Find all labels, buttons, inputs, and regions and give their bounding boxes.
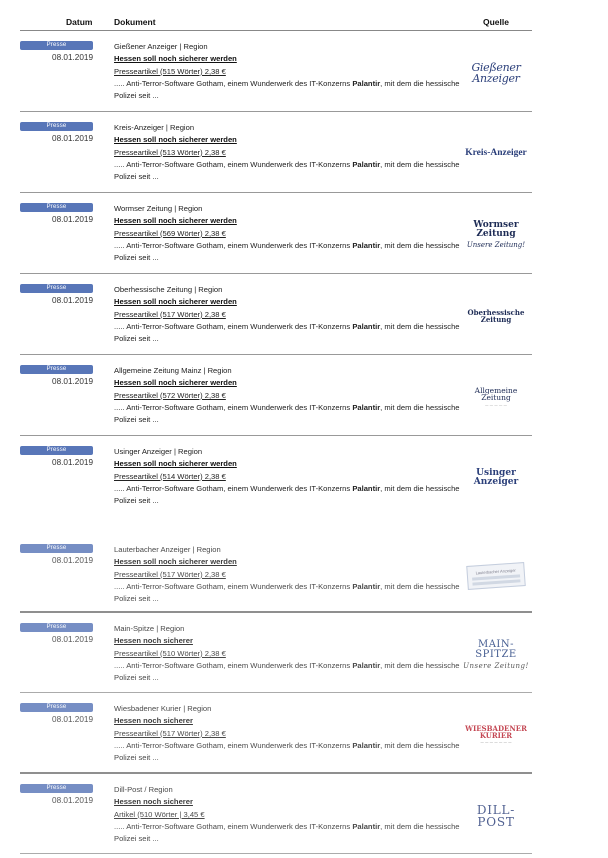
column-header-quelle: Quelle [483,17,509,27]
article-title-link[interactable]: Hessen noch sicherer [114,797,193,807]
source-label: Allgemeine Zeitung Mainz | Region [114,366,232,375]
article-snippet: ..... Anti-Terror-Software Gotham, einem Wunderwerk des IT-Konzerns Palantir, mit dem die hessische Polizei seit ... [114,581,460,604]
article-snippet: ..... Anti-Terror-Software Gotham, einem Wunderwerk des IT-Konzerns Palantir, mit dem die hessische Polizei seit ... [114,660,460,683]
row-date: 08.01.2019 [52,53,93,62]
article-title-link[interactable]: Hessen soll noch sicherer werden [114,54,237,64]
article-title-link[interactable]: Hessen soll noch sicherer werden [114,297,237,307]
document-cell [114,446,474,507]
article-title-link[interactable]: Hessen noch sicherer [114,716,193,726]
document-cell [114,623,474,684]
table-row [20,613,532,693]
presse-badge: Presse [20,203,93,212]
article-meta-link[interactable]: Artikel (510 Wörter | 3,45 € [114,809,205,819]
row-date: 08.01.2019 [52,377,93,386]
article-title-link[interactable]: Hessen soll noch sicherer werden [114,378,237,388]
article-meta-link[interactable]: Presseartikel (569 Wörter) 2,38 € [114,228,226,238]
article-title-link[interactable]: Hessen noch sicherer [114,636,193,646]
table-row [20,774,532,854]
row-date: 08.01.2019 [52,296,93,305]
row-date: 08.01.2019 [52,715,93,724]
presse-badge: Presse [20,703,93,712]
presse-badge: Presse [20,544,93,553]
source-label: Kreis-Anzeiger | Region [114,123,195,132]
source-logo: Wormser Zeitung Unsere Zeitung! [466,220,526,249]
document-cell [114,122,474,183]
source-logo: Lauterbacher Anzeiger [460,554,532,598]
article-snippet: ..... Anti-Terror-Software Gotham, einem Wunderwerk des IT-Konzerns Palantir, mit dem die hessische Polizei seit ... [114,321,460,344]
article-title-link[interactable]: Hessen soll noch sicherer werden [114,557,237,567]
source-logo: Usinger Anzeiger [473,468,519,487]
table-row [20,274,532,355]
article-meta-link[interactable]: Presseartikel (517 Wörter) 2,38 € [114,569,226,579]
article-snippet: ..... Anti-Terror-Software Gotham, einem Wunderwerk des IT-Konzerns Palantir, mit dem die hessische Polizei seit ... [114,483,460,506]
source-logo: Allgemeine Zeitung — — — — — [474,385,518,407]
presse-badge: Presse [20,365,93,374]
article-meta-link[interactable]: Presseartikel (572 Wörter) 2,38 € [114,390,226,400]
table-row [20,112,532,193]
row-date: 08.01.2019 [52,796,93,805]
article-title-link[interactable]: Hessen soll noch sicherer werden [114,459,237,469]
document-cell [114,784,474,845]
presse-badge: Presse [20,784,93,793]
row-date: 08.01.2019 [52,215,93,224]
article-meta-link[interactable]: Presseartikel (515 Wörter) 2,38 € [114,66,226,76]
presse-badge: Presse [20,122,93,131]
source-label: Wormser Zeitung | Region [114,204,203,213]
source-label: Usinger Anzeiger | Region [114,447,203,456]
source-label: Gießener Anzeiger | Region [114,42,208,51]
article-meta-link[interactable]: Presseartikel (514 Wörter) 2,38 € [114,471,226,481]
article-snippet: ..... Anti-Terror-Software Gotham, einem Wunderwerk des IT-Konzerns Palantir, mit dem die hessische Polizei seit ... [114,402,460,425]
presse-badge: Presse [20,284,93,293]
table-row [20,693,532,774]
presse-badge: Presse [20,446,93,455]
row-date: 08.01.2019 [52,635,93,644]
table-header [0,17,608,31]
article-snippet: ..... Anti-Terror-Software Gotham, einem Wunderwerk des IT-Konzerns Palantir, mit dem die hessische Polizei seit ... [114,159,460,182]
article-meta-link[interactable]: Presseartikel (517 Wörter) 2,38 € [114,309,226,319]
presse-badge: Presse [20,623,93,632]
article-meta-link[interactable]: Presseartikel (510 Wörter) 2,38 € [114,648,226,658]
document-cell [114,284,474,345]
row-date: 08.01.2019 [52,134,93,143]
article-meta-link[interactable]: Presseartikel (517 Wörter) 2,38 € [114,728,226,738]
document-cell [114,544,474,605]
source-label: Main-Spitze | Region [114,624,185,633]
article-meta-link[interactable]: Presseartikel (513 Wörter) 2,38 € [114,147,226,157]
table-row [20,534,532,613]
source-logo: Oberhessische Zeitung [467,308,525,324]
source-logo: DILL-POST [476,803,516,829]
article-title-link[interactable]: Hessen soll noch sicherer werden [114,216,237,226]
column-header-datum: Datum [66,17,93,27]
document-cell [114,41,474,102]
article-snippet: ..... Anti-Terror-Software Gotham, einem Wunderwerk des IT-Konzerns Palantir, mit dem die hessische Polizei seit ... [114,78,460,101]
source-logo: WIESBADENER KURIER — — — — — — — [465,724,527,745]
source-label: Wiesbadener Kurier | Region [114,704,212,713]
table-row [20,436,532,535]
row-date: 08.01.2019 [52,556,93,565]
presse-badge: Presse [20,41,93,50]
source-logo: Gießener Anzeiger [471,61,521,85]
document-cell [114,365,474,426]
article-title-link[interactable]: Hessen soll noch sicherer werden [114,135,237,145]
article-snippet: ..... Anti-Terror-Software Gotham, einem Wunderwerk des IT-Konzerns Palantir, mit dem die hessische Polizei seit ... [114,821,460,844]
source-logo: MAIN-SPITZE Unsere Zeitung! [463,639,529,670]
table-row [20,355,532,436]
table-row [20,193,532,274]
article-snippet: ..... Anti-Terror-Software Gotham, einem Wunderwerk des IT-Konzerns Palantir, mit dem die hessische Polizei seit ... [114,240,460,263]
source-label: Dill-Post / Region [114,785,173,794]
document-cell [114,203,474,264]
article-snippet: ..... Anti-Terror-Software Gotham, einem Wunderwerk des IT-Konzerns Palantir, mit dem die hessische Polizei seit ... [114,740,460,763]
column-header-dokument: Dokument [114,17,156,27]
document-cell [114,703,474,764]
source-label: Oberhessische Zeitung | Region [114,285,223,294]
row-divider [20,853,532,854]
source-label: Lauterbacher Anzeiger | Region [114,545,221,554]
source-logo: Kreis-Anzeiger [465,148,527,159]
row-date: 08.01.2019 [52,458,93,467]
table-row [20,31,532,112]
